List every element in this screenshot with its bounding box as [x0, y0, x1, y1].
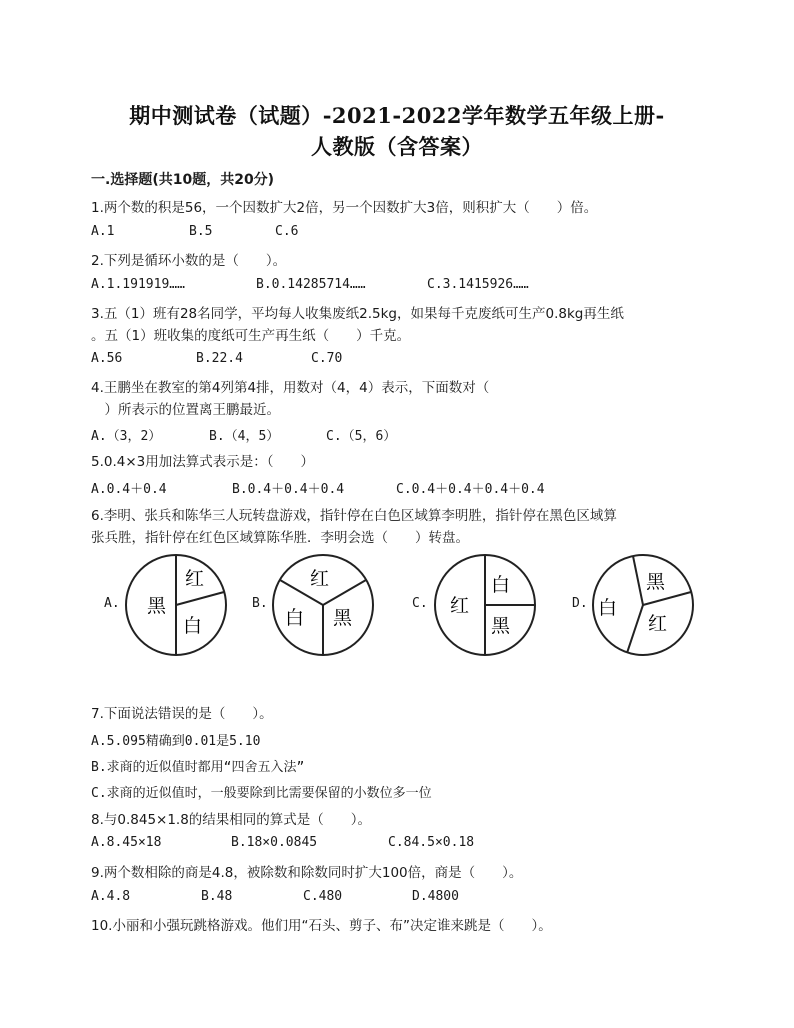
q9-option-b: B.48: [201, 889, 233, 904]
question-2-text: 2.下列是循环小数的是（ ）。: [91, 253, 287, 269]
q4-option-c: C.（5，6）: [326, 429, 397, 444]
question-8-text: 8.与0.845×1.8的结果相同的算式是（ ）。: [91, 812, 372, 828]
question-7-text: 7.下面说法错误的是（ ）。: [91, 706, 273, 722]
spinner-b-sector-red: 红: [310, 568, 330, 590]
question-4-text-line2: ）所表示的位置离王鹏最近。: [91, 402, 280, 418]
q2-option-b: B.0.14285714……: [256, 277, 366, 292]
question-3-text-line2: 。五（1）班收集的度纸可生产再生纸（ ）千克。: [91, 328, 411, 344]
spinner-a-sector-red: 红: [185, 568, 205, 590]
q1-option-b: B.5: [189, 224, 213, 239]
question-4-text-line1: 4.王鹏坐在教室的第4列第4排，用数对（4，4）表示，下面数对（: [91, 380, 490, 396]
q2-option-a: A.1.191919……: [91, 277, 185, 292]
spinner-c-sector-red: 红: [450, 595, 470, 617]
spinner-a-sector-white: 白: [183, 615, 203, 637]
wheel-c-label: C.: [412, 596, 428, 611]
q8-option-a: A.8.45×18: [91, 835, 162, 850]
q8-option-b: B.18×0.0845: [231, 835, 318, 850]
q5-option-b: B.0.4＋0.4＋0.4: [232, 482, 345, 497]
page-title-line2: 人教版（含答案）: [311, 134, 483, 159]
spinner-a: [123, 552, 229, 658]
question-6-text-line2: 张兵胜，指针停在红色区域算陈华胜．李明会选（ ）转盘。: [91, 530, 469, 546]
spinner-d-sector-red: 红: [648, 613, 668, 635]
q1-option-a: A.1: [91, 224, 115, 239]
q9-option-a: A.4.8: [91, 889, 131, 904]
spinner-c-sector-black: 黑: [491, 615, 511, 637]
spinner-b-sector-black: 黑: [333, 607, 353, 629]
question-6-text-line1: 6.李明、张兵和陈华三人玩转盘游戏，指针停在白色区域算李明胜，指针停在黑色区域算: [91, 508, 617, 524]
q4-option-b: B.（4，5）: [209, 429, 280, 444]
spinner-c: [432, 552, 538, 658]
spinner-c-sector-white: 白: [491, 574, 511, 596]
spinner-b-sector-white: 白: [285, 607, 305, 629]
question-10-text: 10.小丽和小强玩跳格游戏。他们用“石头、剪子、布”决定谁来跳是（ ）。: [91, 918, 552, 934]
q2-option-c: C.3.1415926……: [427, 277, 529, 292]
question-5-text: 5.0.4×3用加法算式表示是：（ ）: [91, 454, 315, 470]
q3-option-c: C.70: [311, 351, 343, 366]
q4-option-a: A.（3，2）: [91, 429, 162, 444]
spinner-d: [590, 552, 696, 658]
question-1-text: 1.两个数的积是56，一个因数扩大2倍，另一个因数扩大3倍，则积扩大（ ）倍。: [91, 200, 598, 216]
question-3-text-line1: 3.五（1）班有28名同学，平均每人收集废纸2.5kg，如果每千克废纸可生产0.8kg再生纸: [91, 306, 624, 322]
q7-option-a: A.5.095精确到0.01是5.10: [91, 734, 261, 749]
q5-option-a: A.0.4＋0.4: [91, 482, 167, 497]
spinner-b: [270, 552, 376, 658]
q5-option-c: C.0.4＋0.4＋0.4＋0.4: [396, 482, 545, 497]
spinner-d-sector-black: 黑: [646, 571, 666, 593]
spinner-a-sector-black: 黑: [147, 595, 167, 617]
q9-option-c: C.480: [303, 889, 343, 904]
page-title-line1: 期中测试卷（试题）-2021-2022学年数学五年级上册-: [129, 103, 665, 128]
question-9-text: 9.两个数相除的商是4.8，被除数和除数同时扩大100倍，商是（ ）。: [91, 865, 523, 881]
q7-option-c: C.求商的近似值时，一般要除到比需要保留的小数位多一位: [91, 786, 432, 801]
q8-option-c: C.84.5×0.18: [388, 835, 475, 850]
q3-option-a: A.56: [91, 351, 123, 366]
spinner-d-sector-white: 白: [598, 597, 618, 619]
q9-option-d: D.4800: [412, 889, 459, 904]
wheel-a-label: A.: [104, 596, 120, 611]
wheel-d-label: D.: [572, 596, 588, 611]
q3-option-b: B.22.4: [196, 351, 243, 366]
q7-option-b: B.求商的近似值时都用“四舍五入法”: [91, 760, 305, 775]
q1-option-c: C.6: [275, 224, 299, 239]
section-heading: 一.选择题(共10题，共20分): [91, 172, 275, 188]
wheel-b-label: B.: [252, 596, 268, 611]
